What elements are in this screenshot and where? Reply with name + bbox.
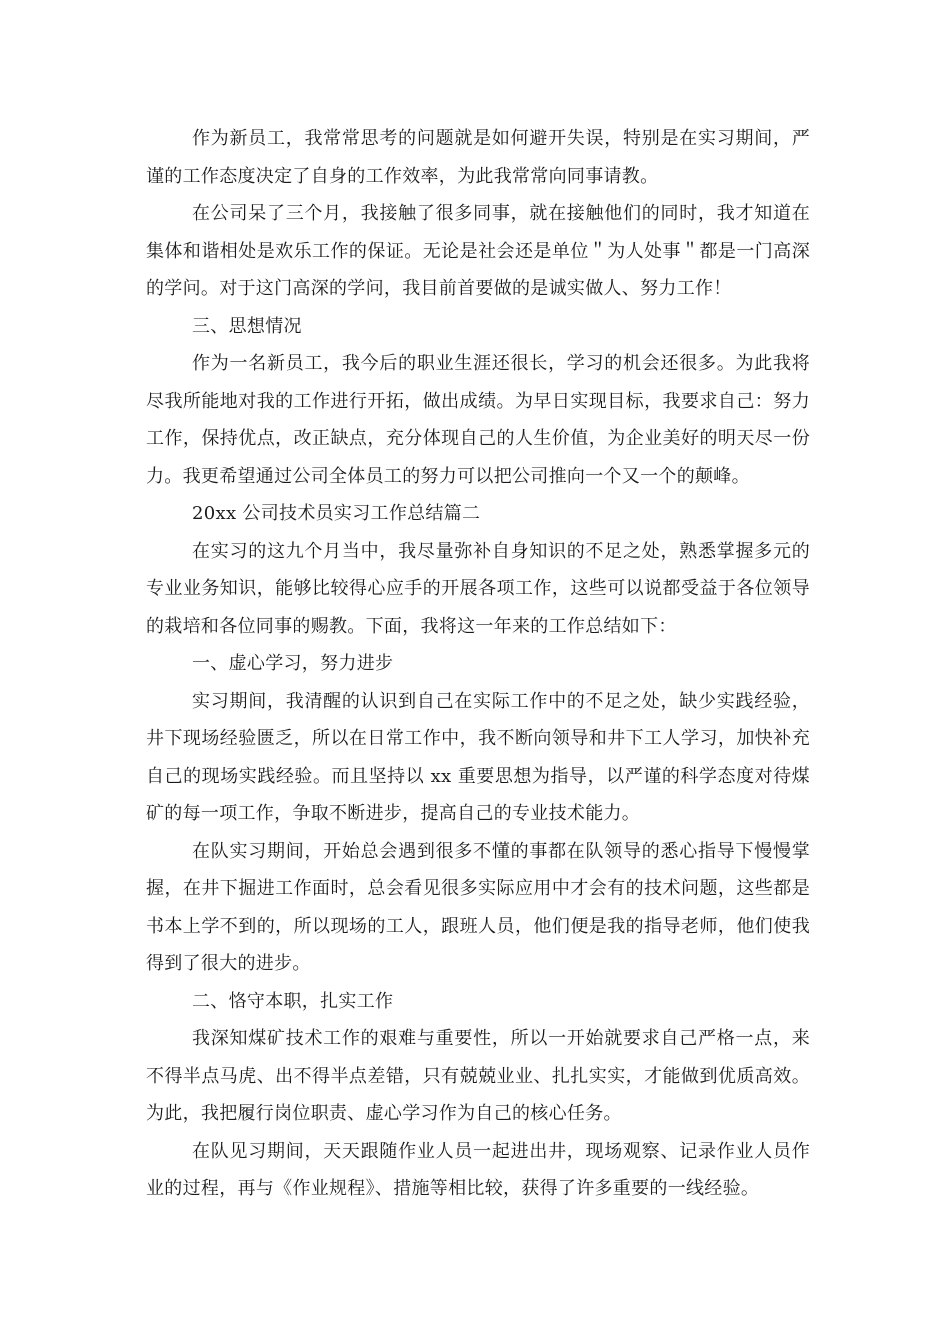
paragraph: 在公司呆了三个月，我接触了很多同事，就在接触他们的同时，我才知道在集体和谐相处是欢乐工作的保证。无论是社会还是单位＂为人处事＂都是一门高深的学问。对于这门高深的学问，我目前首要做的是诚实做人、努力工作！ xyxy=(146,203,810,299)
article-title: 20xx 公司技术员实习工作总结篇二 xyxy=(192,503,481,524)
paragraph: 作为新员工，我常常思考的问题就是如何避开失误，特别是在实习期间，严谨的工作态度决定了自身的工作效率，为此我常常向同事请教。 xyxy=(146,128,810,187)
paragraph: 实习期间，我清醒的认识到自己在实际工作中的不足之处，缺少实践经验，井下现场经验匮乏，所以在日常工作中，我不断向领导和井下工人学习，加快补充自己的现场实践经验。而且坚持以 xx 重要思想为指导，以严谨的科学态度对待煤矿的每一项工作，争取不断进步，提高自己的专业技术能力。 xyxy=(146,690,810,824)
paragraph: 在队实习期间，开始总会遇到很多不懂的事都在队领导的悉心指导下慢慢掌握，在井下掘进工作面时，总会看见很多实际应用中才会有的技术问题，这些都是书本上学不到的，所以现场的工人，跟班人员，他们便是我的指导老师，他们使我得到了很大的进步。 xyxy=(146,840,810,974)
document-page xyxy=(146,120,810,1208)
section-heading: 一、虚心学习，努力进步 xyxy=(192,653,394,674)
paragraph: 作为一名新员工，我今后的职业生涯还很长，学习的机会还很多。为此我将尽我所能地对我的工作进行开拓，做出成绩。为早日实现目标，我要求自己：努力工作，保持优点，改正缺点，充分体现自己的人生价值，为企业美好的明天尽一份力。我更希望通过公司全体员工的努力可以把公司推向一个又一个的颠峰。 xyxy=(146,353,810,487)
paragraph: 在队见习期间，天天跟随作业人员一起进出井，现场观察、记录作业人员作业的过程，再与《作业规程》、措施等相比较，获得了许多重要的一线经验。 xyxy=(146,1140,810,1199)
paragraph: 在实习的这九个月当中，我尽量弥补自身知识的不足之处，熟悉掌握多元的专业业务知识，能够比较得心应手的开展各项工作，这些可以说都受益于各位领导的栽培和各位同事的赐教。下面，我将这一年来的工作总结如下： xyxy=(146,540,810,637)
section-heading: 二、恪守本职，扎实工作 xyxy=(192,990,394,1012)
paragraph: 我深知煤矿技术工作的艰难与重要性，所以一开始就要求自己严格一点，来不得半点马虎、出不得半点差错，只有兢兢业业、扎扎实实，才能做到优质高效。为此，我把履行岗位职责、虚心学习作为自己的核心任务。 xyxy=(146,1028,810,1124)
section-heading: 三、思想情况 xyxy=(192,315,302,337)
